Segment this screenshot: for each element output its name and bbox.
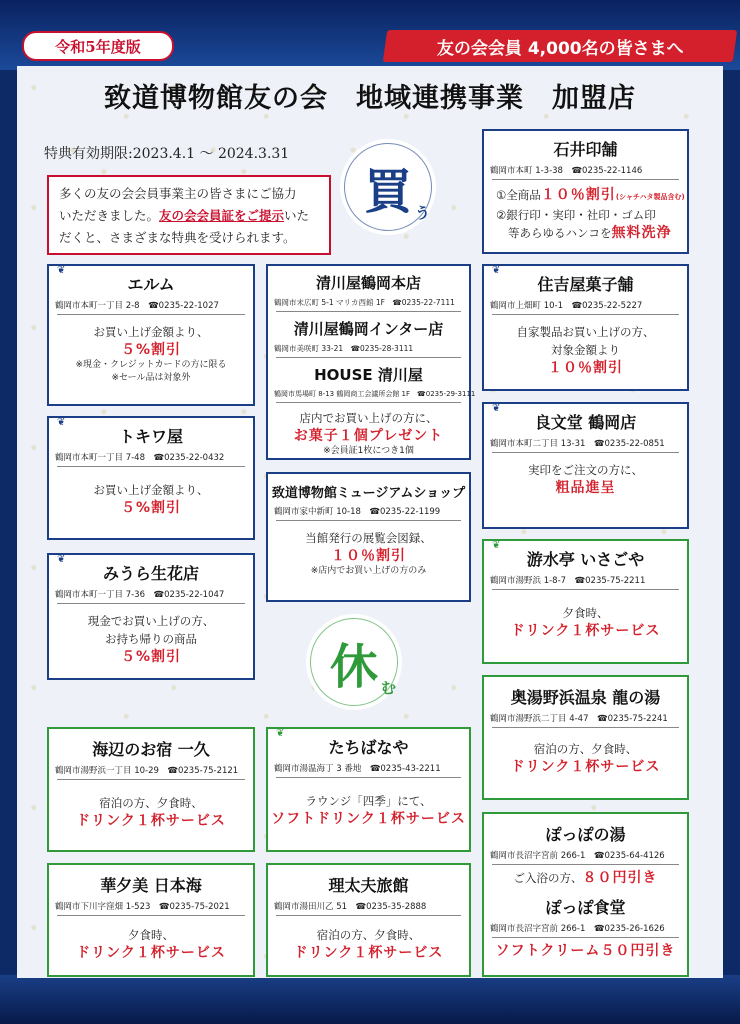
ornament-icon: ❦ [276,728,285,739]
shop-address-3: 鶴岡市馬場町 8-13 鶴岡商工会議所会館 1F ☎0235-29-3111 [274,390,476,398]
shop-benefit [49,794,253,830]
shop-address: 鶴岡市湯田川乙 51 ☎0235-35-2888 [274,902,427,912]
shop-benefit [49,481,253,517]
shop-name-1: ぽっぽの湯 [545,825,626,844]
ornament-icon: ❦ [492,265,501,276]
divider [57,779,245,780]
ornament-icon: ❦ [492,403,501,414]
divider [57,915,245,916]
member-banner-text: 友の会会員 4,000名の皆さまへ [436,38,684,59]
shop-address: 鶴岡市本町一丁目 7-48 ☎0235-22-0432 [55,453,225,463]
benefit-line: お買い上げ金額より、 [93,483,209,497]
shop-benefit [496,186,687,242]
divider [492,452,679,453]
shop-card-museum [266,472,471,602]
benefit-3-highlight: 無料洗浄 [611,225,672,241]
divider [276,915,461,916]
shop-name: 海辺のお宿 一久 [92,740,210,759]
shop-name: 游水亭 いさごや [526,550,645,569]
shop-card-tachibanaya [266,727,471,852]
benefit-line: 宿泊の方、夕食時、 [99,796,203,810]
divider [492,727,679,728]
shop-benefit [268,409,469,458]
shop-benefit [268,926,469,962]
notice-line-1: 多くの友の会会員事業主の皆さまにご協力 [59,186,297,201]
benefit-highlight: ドリンク１杯サービス [76,945,226,961]
shop-name: トキワ屋 [118,427,183,446]
shop-card-tokiwa [47,416,255,540]
divider [492,179,679,180]
benefit-line-2: お持ち帰りの商品 [105,632,197,646]
bottom-background [0,975,740,1024]
benefit-highlight: ドリンク１杯サービス [76,813,226,829]
validity-period: 特典有効期限:2023.4.1 〜 2024.3.31 [44,146,290,162]
divider [492,314,679,315]
shop-card-ryunoyu [482,675,689,800]
benefit-line-2: 対象金額より [551,343,620,357]
shop-card-miura [47,553,255,680]
benefit-line: 店内でお買い上げの方に、 [299,411,438,425]
shop-card-kiyokawa [266,264,476,460]
shop-card-ishii [482,129,689,254]
benefit-highlight: ５%割引 [120,500,182,516]
shop-address-2: 鶴岡市美咲町 33-21 ☎0235-28-3111 [274,344,414,353]
benefit-note-1: ※現金・クレジットカードの方に限る [75,360,227,370]
shop-benefit-2 [484,942,687,960]
divider [276,520,461,521]
benefit-line: 当館発行の展覧会図録、 [305,531,432,545]
shop-address: 鶴岡市上畑町 10-1 ☎0235-22-5227 [490,301,643,311]
benefit-line: ラウンジ「四季」にて、 [305,794,432,808]
rest-stamp [306,614,402,710]
benefit-line: お買い上げ金額より、 [93,325,209,339]
shop-card-ryobundo [482,402,689,529]
shop-benefit [49,926,253,962]
divider [276,777,461,778]
divider [276,311,461,312]
ornament-icon: ❦ [57,554,66,565]
shop-name: 奥湯野浜温泉 龍の湯 [510,688,661,707]
ornament-icon: ❦ [57,417,66,428]
shop-card-erumu [47,264,255,406]
shop-address: 鶴岡市湯野浜二丁目 4-47 ☎0235-75-2241 [490,714,668,724]
ornament-icon: ❦ [492,540,501,551]
benefit-highlight: ドリンク１杯サービス [293,945,444,961]
benefit-highlight: 粗品進呈 [555,480,616,496]
shop-name: 致道博物館ミュージアムショップ [271,486,466,501]
divider [276,402,461,403]
shop-name: 石井印舗 [553,140,618,159]
benefit-highlight: ソフトドリンク１杯サービス [271,811,466,827]
shop-benefit [484,604,687,640]
shop-card-sumiyoshi [482,264,689,391]
buy-stamp [340,139,436,235]
shop-name: たちばなや [328,738,409,757]
shop-benefit-1 [484,869,687,887]
shop-address-1: 鶴岡市長沼字宮前 266-1 ☎0235-64-4126 [490,851,665,861]
shop-card-ritadayu [266,863,471,977]
shop-benefit [484,461,687,497]
benefit-1-highlight: １０％割引 [540,187,616,203]
shop-address: 鶴岡市家中新町 10-18 ☎0235-22-1199 [274,507,441,517]
shop-name: 良文堂 鶴岡店 [534,413,637,432]
benefit-line: 夕食時、 [562,606,609,620]
rest-kanji: 休 [329,638,378,695]
shop-name-1: 清川屋鶴岡本店 [315,274,421,292]
shop-address: 鶴岡市本町一丁目 7-36 ☎0235-22-1047 [55,590,225,600]
divider [57,314,245,315]
benefit-highlight: ５%割引 [120,649,182,665]
notice-line-3: だくと、さまざまな特典を受けられます。 [59,230,296,245]
benefit-note-2: ※セール品は対象外 [111,373,191,383]
benefit-line: ご入浴の方、 [513,871,583,885]
benefit-1-note: (シャチハタ製品含む) [615,193,685,201]
shop-benefit [484,323,687,377]
shop-name: エルム [127,275,175,294]
shop-address: 鶴岡市湯温海丁 3 番地 ☎0235-43-2211 [274,764,441,774]
benefit-line: 夕食時、 [128,928,174,942]
benefit-note: ※店内でお買い上げの方のみ [310,566,427,576]
divider [492,864,679,865]
notice-line-2c: いた [284,208,310,223]
benefit-line: 宿泊の方、夕食時、 [533,742,638,756]
shop-name: 華夕美 日本海 [100,876,202,895]
shop-address: 鶴岡市本町 1-3-38 ☎0235-22-1146 [490,166,643,176]
benefit-highlight: ５%割引 [120,342,182,358]
notice-box [47,175,331,255]
page-title: 致道博物館友の会 地域連携事業 加盟店 [104,83,636,114]
benefit-line-1 [496,186,687,206]
buy-kanji: 買 [363,163,412,220]
shop-benefit [268,792,469,828]
benefit-1: ①全商品 [496,188,541,202]
shop-name-2: 清川屋鶴岡インター店 [293,320,444,338]
shop-card-poppo [482,812,689,977]
shop-address: 鶴岡市湯野浜 1-8-7 ☎0235-75-2211 [490,576,646,586]
divider [57,466,245,467]
notice-line-2 [59,205,319,227]
shop-address-2: 鶴岡市長沼字宮前 266-1 ☎0235-26-1626 [490,924,665,934]
benefit-highlight: お菓子１個プレゼント [293,428,444,444]
ornament-icon: ❦ [57,265,66,276]
benefit-line-3 [508,224,687,242]
shop-address: 鶴岡市湯野浜一丁目 10-29 ☎0235-75-2121 [55,766,239,776]
benefit-line: 宿泊の方、夕食時、 [316,928,421,942]
shop-benefit [268,529,469,578]
shop-address: 鶴岡市本町二丁目 13-31 ☎0235-22-0851 [490,439,665,449]
shop-card-kayumi [47,863,255,977]
shop-name: みうら生花店 [102,564,199,583]
shop-address: 鶴岡市本町一丁目 2-8 ☎0235-22-1027 [55,301,219,311]
benefit-highlight: ８０円引き [582,870,658,886]
buy-kana: う [414,204,430,222]
notice-line-2a: いただきました。 [59,208,160,223]
benefit-highlight-2: ソフトクリーム５０円引き [495,943,676,959]
shop-address-1: 鶴岡市末広町 5-1 マリカ西館 1F ☎0235-22-7111 [274,298,455,307]
notice-highlight: 友の会会員証をご提示 [159,208,285,223]
benefit-note: ※会員証1枚につき1個 [323,446,414,456]
shop-benefit [49,323,253,385]
benefit-line-1: 現金でお買い上げの方、 [87,614,215,628]
shop-card-ichikyu [47,727,255,852]
member-banner [383,30,737,62]
shop-benefit [49,612,253,666]
shop-address: 鶴岡市下川字窪畑 1-523 ☎0235-75-2021 [55,902,230,912]
divider [492,589,679,590]
shop-name: 理太夫旅館 [328,876,409,895]
shop-name-2: ぽっぽ食堂 [545,898,626,917]
shop-benefit [484,740,687,776]
benefit-3: 等あらゆるハンコを [508,226,612,240]
benefit-line-1: 自家製品お買い上げの方、 [516,325,655,339]
benefit-highlight: ドリンク１杯サービス [510,759,661,775]
benefit-line-2: ②銀行印・実印・社印・ゴム印 [496,208,656,222]
divider [492,937,679,938]
edition-badge: 令和5年度版 [22,31,174,61]
shop-name: 住吉屋菓子舗 [537,275,634,294]
benefit-highlight: １０％割引 [548,360,623,376]
benefit-line: 実印をご注文の方に、 [528,463,643,477]
divider [276,357,461,358]
shop-card-isagoya [482,539,689,664]
divider [57,603,245,604]
benefit-highlight: １０％割引 [331,548,406,564]
rest-kana: む [380,679,396,697]
benefit-highlight: ドリンク１杯サービス [510,623,661,639]
shop-name-3: HOUSE 清川屋 [314,366,423,384]
